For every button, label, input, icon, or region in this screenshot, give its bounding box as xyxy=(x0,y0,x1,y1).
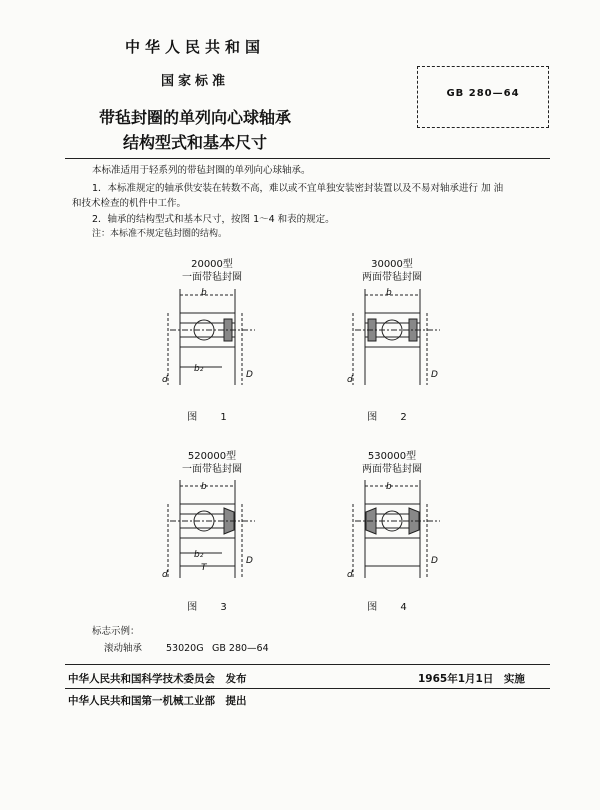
note: 注：本标准不规定毡封圈的结构。 xyxy=(92,229,228,239)
publisher: 中华人民共和国科学技术委员会 发布 xyxy=(68,673,247,685)
fig3-dim-b2: b₂ xyxy=(194,550,204,560)
standard-type: 国家标准 xyxy=(160,74,229,89)
fig4-dim-d: d xyxy=(347,570,353,580)
fig2-type: 30000型 xyxy=(371,259,413,270)
figure-3-drawing xyxy=(160,478,270,588)
standard-code: GB 280—64 xyxy=(446,88,520,99)
fig4-dim-D: D xyxy=(431,556,438,566)
fig4-type: 530000型 xyxy=(367,451,417,462)
item-1-line2: 和技术检查的机件中工作。 xyxy=(72,198,187,209)
fig4-caption: 图 4 xyxy=(367,602,417,613)
header-rule xyxy=(65,158,550,159)
document-title-line1: 带毡封圈的单列向心球轴承 xyxy=(98,108,291,127)
fig2-dim-D: D xyxy=(431,370,438,380)
marking-code: 53020G xyxy=(166,643,204,654)
marking-label: 标志示例： xyxy=(92,626,140,637)
intro-paragraph: 本标准适用于轻系列的带毡封圈的单列向心球轴承。 xyxy=(92,165,311,176)
fig1-dim-D: D xyxy=(246,370,253,380)
fig1-dim-d: d xyxy=(162,375,168,385)
fig4-desc: 两面带毡封圈 xyxy=(362,464,422,475)
country-name: 中华人民共和国 xyxy=(124,38,265,56)
fig2-desc: 两面带毡封圈 xyxy=(362,272,422,283)
fig1-caption: 图 1 xyxy=(187,412,237,423)
fig2-caption: 图 2 xyxy=(367,412,417,423)
fig3-dim-d: d xyxy=(162,570,168,580)
fig4-dim-b: b xyxy=(386,482,392,492)
proposer: 中华人民共和国第一机械工业部 提出 xyxy=(68,695,247,707)
fig3-type: 520000型 xyxy=(187,451,237,462)
fig1-type: 20000型 xyxy=(191,259,233,270)
figure-1-drawing xyxy=(160,285,270,395)
fig1-desc: 一面带毡封圈 xyxy=(182,272,242,283)
fig3-dim-T: T xyxy=(201,563,207,573)
item-1-line1: 1．本标准规定的轴承供安装在转数不高，难以或不宜单独安装密封装置以及不易对轴承进行 加 油 xyxy=(92,183,504,194)
fig2-dim-d: d xyxy=(347,375,353,385)
fig3-caption: 图 3 xyxy=(187,602,237,613)
fig1-dim-b2: b₂ xyxy=(194,364,204,374)
item-2: 2．轴承的结构型式和基本尺寸，按图 1～4 和表的规定。 xyxy=(92,214,335,225)
fig3-dim-D: D xyxy=(246,556,253,566)
fig1-dim-b: b xyxy=(201,288,207,298)
figure-2-drawing xyxy=(345,285,455,395)
fig3-desc: 一面带毡封圈 xyxy=(182,464,242,475)
footer-rule-mid xyxy=(65,688,550,689)
fig2-dim-b: b xyxy=(386,288,392,298)
document-title-line2: 结构型式和基本尺寸 xyxy=(122,133,267,152)
fig3-dim-b: b xyxy=(201,482,207,492)
marking-item: 滚动轴承 xyxy=(104,643,143,654)
figure-4-drawing xyxy=(345,478,455,588)
footer-rule-top xyxy=(65,664,550,665)
implement-date: 1965年1月1日 实施 xyxy=(418,673,525,685)
marking-std: GB 280—64 xyxy=(212,643,269,654)
